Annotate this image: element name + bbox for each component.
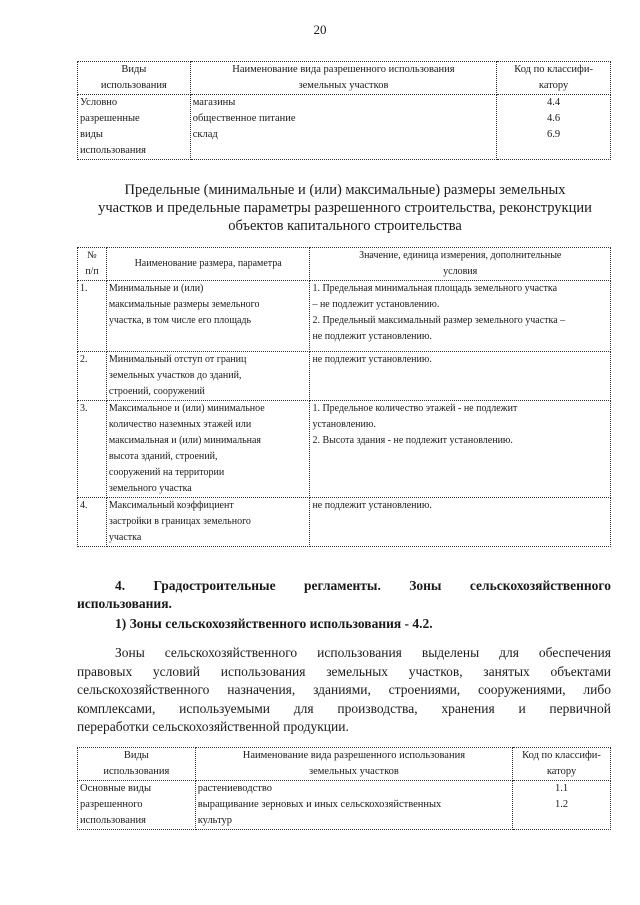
page-number: 20	[313, 22, 327, 37]
limits-heading: Предельные (минимальные и (или) максимальные) размеры земельных участков и предельные параметры разрешенного строительства, реконструкции объектов капитального строительства	[98, 182, 592, 234]
title-line-2: использования.	[77, 596, 172, 611]
table-row	[78, 498, 611, 547]
row-num: 2.	[78, 352, 107, 401]
title-word: регламенты.	[304, 578, 381, 593]
param-value: 1. Предельное количество этажей - не подлежит установлению. 2. Высота здания - не подлежит установлению.	[310, 401, 611, 498]
header-param-name: Наименование размера, параметра	[106, 248, 310, 281]
title-word: Зоны	[409, 578, 442, 593]
header-param-value: Значение, единица измерения, дополнительные условия	[310, 248, 611, 281]
row-num: 1.	[78, 281, 107, 352]
header-use-types: Виды использования	[78, 748, 196, 781]
header-use-name: Наименование вида разрешенного использования земельных участков	[190, 62, 496, 95]
header-use-name: Наименование вида разрешенного использования земельных участков	[195, 748, 512, 781]
param-name: Минимальные и (или) максимальные размеры земельного участка, в том числе его площадь	[106, 281, 310, 352]
header-use-types: Виды использования	[78, 62, 191, 95]
table-row	[78, 281, 611, 352]
header-num: № п/п	[78, 248, 107, 281]
row-num: 3.	[78, 401, 107, 498]
param-value: 1. Предельная минимальная площадь земельного участка – не подлежит установлению. 2. Предельный максимальный размер земельного участка – не подлежит установлению.	[310, 281, 611, 352]
param-name: Максимальное и (или) минимальное количество наземных этажей или максимальная и (или) минимальная высота зданий, строений, сооружений на территории земельного участка	[106, 401, 310, 498]
table-row	[78, 781, 611, 830]
subsection-title: 1) Зоны сельскохозяйственного использования - 4.2.	[115, 616, 433, 631]
table-row	[78, 95, 611, 160]
use-type-cell: Условно разрешенные виды использования	[78, 95, 191, 160]
param-value: не подлежит установлению.	[310, 498, 611, 547]
code-cell: 4.4 4.6 6.9	[497, 95, 611, 160]
header-classifier-code: Код по классифи- катору	[513, 748, 611, 781]
limits-table	[77, 247, 611, 547]
use-name-cell: растениеводство выращивание зерновых и иных сельскохозяйственных культур	[195, 781, 512, 830]
table-row	[78, 401, 611, 498]
row-num: 4.	[78, 498, 107, 547]
param-value: не подлежит установлению.	[310, 352, 611, 401]
param-name: Минимальный отступ от границ земельных участков до зданий, строений, сооружений	[106, 352, 310, 401]
table-row	[78, 352, 611, 401]
use-name-line: выращивание зерновых и иных сельскохозяйственных	[197, 799, 442, 810]
param-name: Максимальный коэффициент застройки в границах земельного участка	[106, 498, 310, 547]
table-header-row	[78, 62, 611, 95]
table-header-row	[78, 748, 611, 781]
conditional-use-table	[77, 61, 611, 160]
use-name-cell: магазины общественное питание склад	[190, 95, 496, 160]
code-cell: 1.1 1.2	[513, 781, 611, 830]
main-use-table	[77, 747, 611, 830]
table-header-row	[78, 248, 611, 281]
header-classifier-code: Код по классифи- катору	[497, 62, 611, 95]
section-title	[77, 577, 611, 613]
title-word: 4.	[115, 578, 126, 593]
section-paragraph: Зоны сельскохозяйственного использования выделены для обеспечения правовых условий использования земельных участков, занятых объектами сельскохозяйственного назначения, зданиями, строениями, сооружениями, либо комплексами, используемыми для производства, хранения и первичной переработки сельскохозяйственной продукции.	[77, 645, 611, 734]
title-word: сельскохозяйственного	[469, 578, 611, 593]
use-type-cell: Основные виды разрешенного использования	[78, 781, 196, 830]
title-word: Градостроительные	[153, 578, 276, 593]
